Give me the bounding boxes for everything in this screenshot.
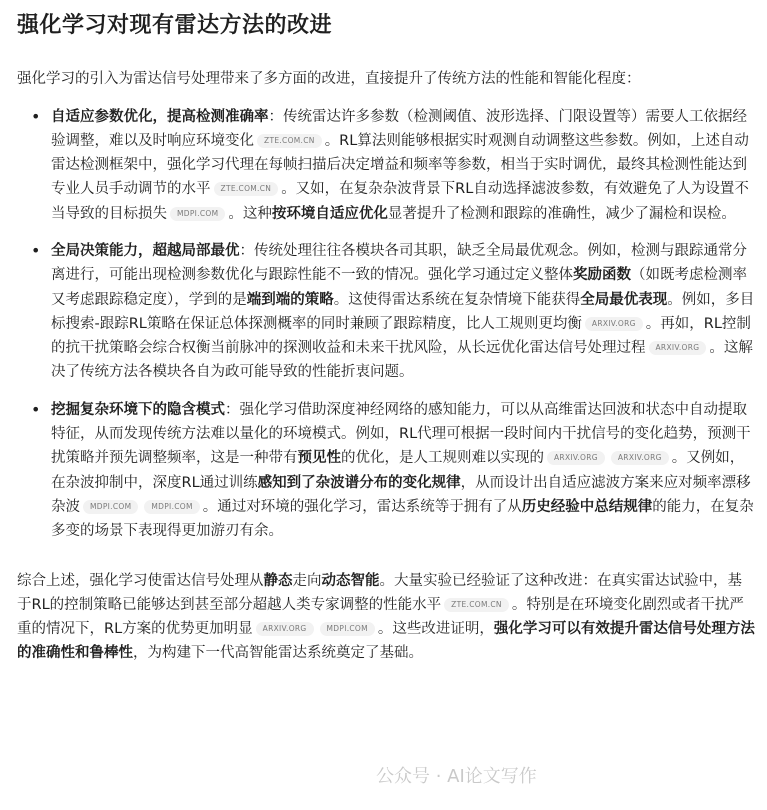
bold-text: 奖励函数 — [573, 267, 631, 284]
bullet-hidden-patterns — [17, 398, 755, 544]
bold-text: 挖掘复杂环境下的隐含模式 — [51, 401, 225, 418]
intro-paragraph: 强化学习的引入为雷达信号处理带来了多方面的改进，直接提升了传统方法的性能和智能化程度： — [17, 71, 641, 87]
text-run: 走向 — [292, 572, 322, 589]
bold-text: 静态 — [263, 572, 293, 589]
text-run: ，从而设计出自适应滤波方案来应对频率漂移杂波 — [51, 474, 751, 515]
text-run: 。这种 — [228, 205, 272, 222]
text-run: 。这解决了传统方法各模块各自为政可能导致的性能折衷问题。 — [51, 340, 753, 381]
source-link-badge[interactable]: ARXIV.ORG — [547, 451, 605, 465]
bold-text: 全局决策能力，超越局部最优 — [51, 242, 240, 259]
text-run: 。这些改进证明， — [377, 621, 494, 638]
text-run: 。通过对环境的强化学习，雷达系统等于拥有了从 — [202, 498, 522, 515]
text-run: 。再如，RL控制的抗干扰策略会综合权衡当前脉冲的探测收益和未来干扰风险，从长远优化雷达信号处理过程 — [51, 315, 751, 357]
bold-text: 自适应参数优化，提高检测准确率 — [51, 108, 269, 125]
bold-text: 按环境自适应优化 — [271, 205, 388, 222]
watermark: 公众号 · AI论文写作 — [376, 766, 537, 787]
source-link-badge[interactable]: MDPI.COM — [144, 500, 199, 514]
source-link-badge[interactable]: ARXIV.ORG — [611, 451, 669, 465]
text-run: 的优化，是人工规则难以实现的 — [341, 450, 544, 467]
article — [17, 0, 755, 680]
bold-text: 端到端的策略 — [246, 291, 334, 308]
bold-text: 预见性 — [297, 450, 341, 467]
source-link-badge[interactable]: ARXIV.ORG — [585, 317, 643, 331]
bold-text: 历史经验中总结规律 — [521, 498, 653, 515]
bullet-global-decision — [17, 239, 755, 385]
summary-paragraph — [17, 569, 755, 666]
text-run: （如既考虑检测率又考虑跟踪稳定度），学到的是 — [51, 267, 747, 308]
bold-text: 动态智能 — [321, 572, 380, 589]
source-link-badge[interactable]: ZTE.COM.CN — [214, 182, 279, 196]
source-link-badge[interactable]: ZTE.COM.CN — [257, 134, 322, 148]
text-run: ：传统雷达许多参数（检测阈值、波形选择、门限设置等）需要人工依据经验调整，难以及时响应环境变化 — [51, 108, 747, 149]
source-link-badge[interactable]: MDPI.COM — [170, 207, 225, 221]
text-run: 。特别是在环境变化剧烈或者干扰严重的情况下，RL方案的优势更加明显 — [17, 596, 744, 638]
source-link-badge[interactable]: ZTE.COM.CN — [444, 598, 509, 612]
source-link-badge[interactable]: MDPI.COM — [320, 622, 375, 636]
text-run: 。又如，在复杂杂波背景下RL自动选择滤波参数，有效避免了人为设置不当导致的目标损失 — [51, 181, 749, 222]
page-title: 强化学习对现有雷达方法的改进 — [17, 13, 333, 38]
text-run: 。这使得雷达系统在复杂情境下能获得 — [333, 291, 581, 308]
text-run: 。又例如，在杂波抑制中，深度RL通过训练 — [51, 450, 745, 491]
text-run: 综合上述，强化学习使雷达信号处理从 — [17, 572, 264, 589]
text-run: 。例如，多目标搜索-跟踪RL策略在保证总体探测概率的同时兼顾了跟踪精度，比人工规则更均衡 — [51, 291, 755, 332]
text-run: 显著提升了检测和跟踪的准确性，减少了漏检和误检。 — [387, 205, 736, 222]
bold-text: 全局最优表现 — [580, 291, 668, 308]
bullet-adaptive-params — [17, 105, 755, 226]
text-run: 。大量实验已经验证了这种改进：在真实雷达试验中，基于RL的控制策略已能够达到甚至部分超越人类专家调整的性能水平 — [17, 572, 742, 613]
source-link-badge[interactable]: ARXIV.ORG — [256, 622, 314, 636]
text-run: 。RL算法则能够根据实时观测自动调整这些参数。例如，上述自动雷达检测框架中，强化学习代理在每帧扫描后决定增益和频率等参数，相当于实时调优，最终其检测性能达到专业人员手动调节的水平 — [51, 132, 749, 198]
text-run: 的能力，在复杂多变的场景下表现得更加游刃有余。 — [51, 498, 754, 540]
text-run: ：传统处理往往各模块各司其职，缺乏全局最优观念。例如，检测与跟踪通常分离进行，可能出现检测参数优化与跟踪性能不一致的情况。强化学习通过定义整体 — [51, 242, 747, 284]
bullet-list — [17, 105, 755, 544]
source-link-badge[interactable]: MDPI.COM — [83, 500, 138, 514]
source-link-badge[interactable]: ARXIV.ORG — [649, 341, 707, 355]
text-run: ，为构建下一代高智能雷达系统奠定了基础。 — [133, 645, 423, 662]
bold-text: 强化学习可以有效提升雷达信号处理方法的准确性和鲁棒性 — [17, 621, 755, 662]
bold-text: 感知到了杂波谱分布的变化规律 — [257, 474, 461, 491]
text-run: ：强化学习借助深度神经网络的感知能力，可以从高维雷达回波和状态中自动提取特征，从而发现传统方法难以量化的环境模式。例如，RL代理可根据一段时间内干扰信号的变化趋势，预测干扰策略并预先调整频率，这是一种带有 — [51, 401, 751, 467]
